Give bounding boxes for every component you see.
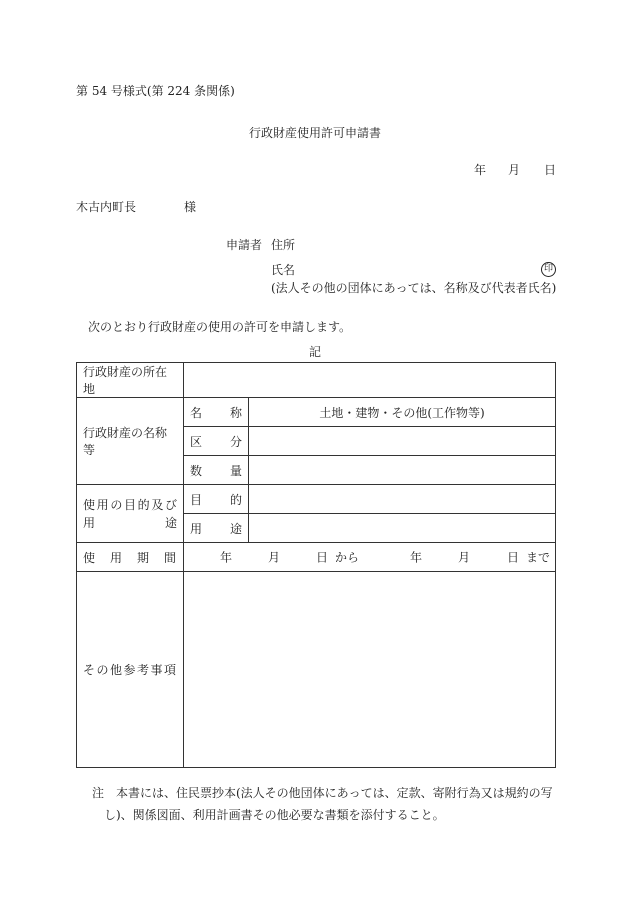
category-label: 区 分 <box>184 427 249 456</box>
other-field[interactable] <box>184 572 556 768</box>
use-label: 用 途 <box>184 514 249 543</box>
other-row <box>77 572 556 768</box>
use-field[interactable] <box>249 514 556 543</box>
name-label: 名 称 <box>184 398 249 427</box>
name-row <box>77 398 556 427</box>
applicant-note: (法人その他の団体にあっては、名称及び代表者氏名) <box>271 281 557 295</box>
period-row <box>77 543 556 572</box>
purpose-field[interactable] <box>249 485 556 514</box>
period-day1: 日 <box>316 550 329 565</box>
date-day: 日 <box>544 163 557 177</box>
period-field[interactable] <box>184 543 556 572</box>
purpose-row <box>77 485 556 514</box>
period-to: まで <box>526 550 551 565</box>
other-label: その他参考事項 <box>77 572 184 768</box>
addressee-suffix: 様 <box>184 200 197 214</box>
purpose-label: 目 的 <box>184 485 249 514</box>
footnote <box>92 782 558 826</box>
period-year1: 年 <box>220 550 233 565</box>
footnote-line2: し)、関係図面、利用計画書その他必要な書類を添付すること。 <box>104 808 445 822</box>
name-group-label: 行政財産の名称等 <box>77 398 184 485</box>
period-month1: 月 <box>268 550 281 565</box>
name-label: 氏名 <box>271 263 296 277</box>
purpose-group-label <box>77 485 184 543</box>
form-number: 第 54 号様式(第 224 条関係) <box>76 84 235 98</box>
date-month: 月 <box>508 163 521 177</box>
period-label: 使用期間 <box>77 543 184 572</box>
intro-text: 次のとおり行政財産の使用の許可を申請します。 <box>88 320 352 334</box>
footnote-line1: 注 本書には、住民票抄本(法人その他団体にあっては、定款、寄附行為又は規約の写 <box>92 786 553 800</box>
period-from: から <box>335 550 360 565</box>
application-table <box>76 362 556 768</box>
purpose-group-line2a: 用 <box>83 515 96 530</box>
form-title: 行政財産使用許可申請書 <box>248 126 381 140</box>
ki-heading: 記 <box>308 345 321 359</box>
address-label: 住所 <box>271 238 296 252</box>
applicant-label: 申請者 <box>226 238 263 252</box>
date-year: 年 <box>474 163 487 177</box>
seal-icon: 印 <box>541 262 556 277</box>
category-field[interactable] <box>249 427 556 456</box>
addressee: 木古内町長 <box>76 200 137 214</box>
location-label: 行政財産の所在地 <box>77 363 184 398</box>
quantity-label: 数 量 <box>184 456 249 485</box>
location-field[interactable] <box>184 363 556 398</box>
period-month2: 月 <box>458 550 471 565</box>
seal-mark <box>541 260 556 277</box>
period-day2: 日 <box>507 550 520 565</box>
purpose-group-line1: 使用の目的及び <box>83 497 177 512</box>
purpose-group-line2b: 途 <box>164 515 177 530</box>
location-row <box>77 363 556 398</box>
period-year2: 年 <box>410 550 423 565</box>
name-value: 土地・建物・その他(工作物等) <box>249 398 556 427</box>
quantity-field[interactable] <box>249 456 556 485</box>
